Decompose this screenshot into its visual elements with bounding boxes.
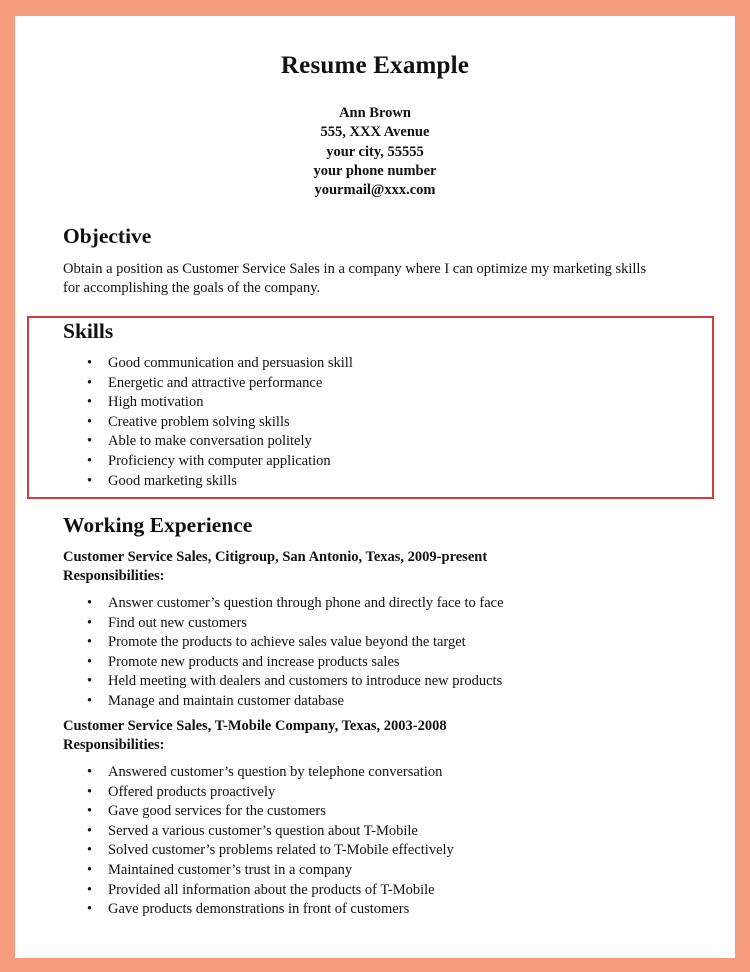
job-2-responsibilities-label: Responsibilities:	[63, 736, 165, 753]
job-1-title-text: Customer Service Sales, Citigroup, San Antonio, Texas, 2009-present	[63, 549, 488, 565]
contact-city: your city, 55555	[326, 143, 424, 160]
responsibility-item: • Answered customer’s question by telephone conversation	[87, 763, 454, 783]
skill-item: • Energetic and attractive performance	[87, 374, 353, 394]
responsibility-item: • Solved customer’s problems related to T-Mobile effectively	[87, 841, 454, 861]
contact-block	[15, 104, 735, 200]
job-1-title	[63, 548, 487, 585]
resume-page	[15, 16, 735, 958]
responsibility-item: • Promote the products to achieve sales value beyond the target	[87, 633, 504, 653]
job-1-responsibilities-list	[87, 594, 504, 712]
responsibility-item: • Answer customer’s question through phone and directly face to face	[87, 594, 504, 614]
objective-heading: Objective	[63, 224, 152, 248]
contact-address: 555, XXX Avenue	[320, 124, 430, 141]
skill-item: • Able to make conversation politely	[87, 432, 353, 452]
skill-item: • Proficiency with computer application	[87, 452, 353, 472]
responsibility-item: • Promote new products and increase products sales	[87, 653, 504, 673]
job-1-responsibilities-label: Responsibilities:	[63, 567, 165, 584]
responsibility-item: • Provided all information about the products of T-Mobile	[87, 881, 454, 901]
skill-item: • Creative problem solving skills	[87, 413, 353, 433]
skills-list	[87, 354, 353, 491]
objective-line-1: Obtain a position as Customer Service Sales in a company where I can optimize my marketing skills	[63, 261, 647, 277]
responsibility-item: • Gave good services for the customers	[87, 802, 454, 822]
responsibility-item: • Manage and maintain customer database	[87, 692, 504, 712]
skills-heading: Skills	[63, 319, 114, 343]
responsibility-item: • Served a various customer’s question about T-Mobile	[87, 822, 454, 842]
contact-phone: your phone number	[313, 162, 437, 179]
responsibility-item: • Offered products proactively	[87, 783, 454, 803]
job-2-title-text: Customer Service Sales, T-Mobile Company, Texas, 2003-2008	[63, 718, 447, 734]
skill-item: • Good marketing skills	[87, 472, 353, 492]
skill-item: • High motivation	[87, 393, 353, 413]
responsibility-item: • Gave products demonstrations in front of customers	[87, 900, 454, 920]
skill-item: • Good communication and persuasion skill	[87, 354, 353, 374]
contact-email: yourmail@xxx.com	[314, 182, 436, 199]
objective-text	[63, 260, 713, 297]
job-2-responsibilities-list	[87, 763, 454, 920]
contact-name: Ann Brown	[339, 105, 411, 121]
responsibility-item: • Held meeting with dealers and customers to introduce new products	[87, 672, 504, 692]
objective-line-2: for accomplishing the goals of the company.	[63, 279, 321, 296]
experience-heading: Working Experience	[63, 513, 253, 537]
resume-title: Resume Example	[280, 52, 470, 79]
responsibility-item: • Find out new customers	[87, 614, 504, 634]
responsibility-item: • Maintained customer’s trust in a company	[87, 861, 454, 881]
job-2-title	[63, 717, 447, 754]
